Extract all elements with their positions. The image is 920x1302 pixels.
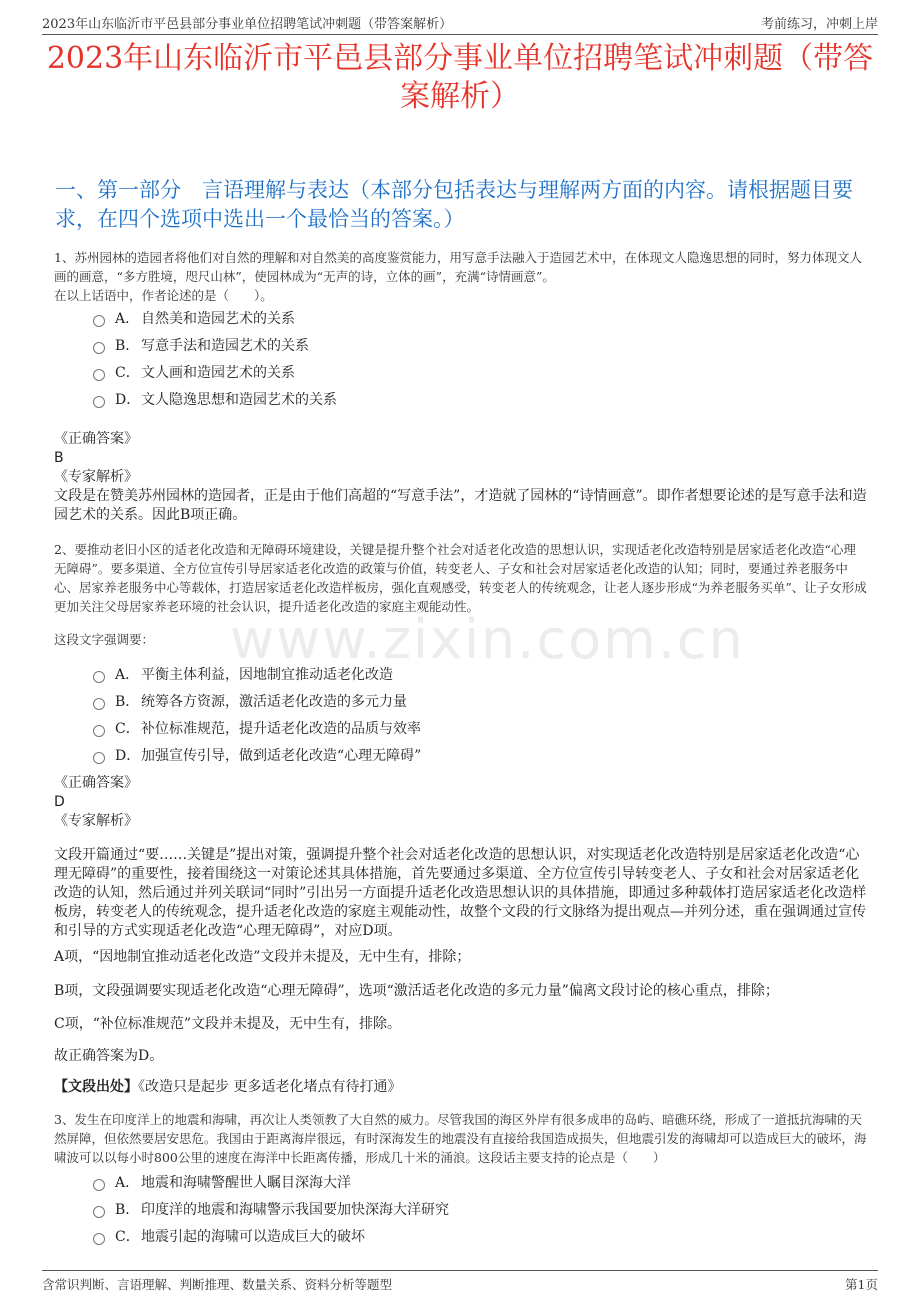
radio-icon[interactable]	[93, 1233, 105, 1245]
option-label: A．	[115, 666, 140, 683]
radio-icon[interactable]	[93, 342, 105, 354]
option-text: 平衡主体利益，因地制宜推动适老化改造	[141, 666, 393, 683]
option-label: A．	[115, 310, 140, 327]
q2-option-c-note: C项，“补位标准规范”文段并未提及，无中生有，排除。	[54, 1016, 402, 1032]
option-label: B．	[115, 337, 140, 354]
option-text: 统筹各方资源，激活适老化改造的多元力量	[141, 693, 407, 710]
q3-option-c[interactable]	[93, 1222, 449, 1249]
radio-icon[interactable]	[93, 315, 105, 327]
page-number: 第1页	[845, 1277, 878, 1292]
section-heading: 一、第一部分 言语理解与表达（本部分包括表达与理解两方面的内容。请根据题目要求，在四个选项中选出一个最恰当的答案。）	[55, 178, 853, 231]
q2-options	[93, 660, 421, 768]
q3-stem: 3、发生在印度洋上的地震和海啸，再次让人类领教了大自然的威力。尽管我国的海区外岸有很多成串的岛屿、暗礁环绕，形成了一道抵抗海啸的天然屏障，但依然要居安思危。我国由于距离海岸很远，有时深海发生的地震没有直接给我国造成损失，但地震引发的海啸却可以造成巨大的破坏，海啸波可以以每小时800公里的速度在海洋中长距离传播，形成几十米的涌浪。这段话主要支持的论点是（ ）	[54, 1112, 867, 1165]
option-label: D．	[115, 747, 141, 764]
q3-options	[93, 1168, 449, 1249]
option-label: C．	[115, 720, 140, 737]
radio-icon[interactable]	[93, 1206, 105, 1218]
q1-option-c[interactable]	[93, 358, 337, 385]
option-text: 地震和海啸警醒世人瞩目深海大洋	[141, 1174, 351, 1191]
watermark: www.zixin.com.cn	[230, 608, 745, 671]
option-text: 地震引起的海啸可以造成巨大的破坏	[141, 1228, 365, 1245]
option-label: B．	[115, 693, 140, 710]
option-text: 补位标准规范，提升适老化改造的品质与效率	[141, 720, 421, 737]
page-footer	[42, 1270, 878, 1293]
source-text: 《改造只是起步 更多适老化堵点有待打通》	[138, 1079, 402, 1095]
q2-option-c[interactable]	[93, 714, 421, 741]
page-header	[42, 10, 878, 35]
q2-option-b[interactable]	[93, 687, 421, 714]
option-label: A．	[115, 1174, 140, 1191]
radio-icon[interactable]	[93, 1179, 105, 1191]
radio-icon[interactable]	[93, 752, 105, 764]
q1-option-b[interactable]	[93, 331, 337, 358]
q2-stem-text: 2、要推动老旧小区的适老化改造和无障碍环境建设，关键是提升整个社会对适老化改造的思想认识，实现适老化改造特别是居家适老化改造“心理无障碍”。要多渠道、全方位宣传引导居家适老化改造的政策与价值，转变老人、子女和社会对居家适老化改造的认知；同时，要通过养老服务中心、居家养老服务中心等载体，打造居家适老化改造样板房，强化直观感受，转变老人的传统观念，让老人逐步形成“为养老服务买单”、让子女形成更加关注父母居家养老环境的社会认识，提升适老化改造的家庭主观能动性。	[54, 542, 867, 614]
analysis-text: 文段是在赞美苏州园林的造园者，正是由于他们高超的“写意手法”，才造就了园林的“诗情画意”。即作者想要论述的是写意手法和造园艺术的关系。因此B项正确。	[54, 488, 867, 523]
radio-icon[interactable]	[93, 396, 105, 408]
q2-option-b-note: B项，文段强调要实现适老化改造“心理无障碍”，选项“激活适老化改造的多元力量”偏离文段讨论的核心重点，排除；	[54, 983, 779, 999]
option-text: 加强宣传引导，做到适老化改造“心理无障碍”	[141, 747, 422, 764]
q3-option-a[interactable]	[93, 1168, 449, 1195]
radio-icon[interactable]	[93, 725, 105, 737]
q2-stem	[54, 540, 868, 616]
answer-tag: 《正确答案》	[54, 431, 138, 447]
answer-value: D	[54, 794, 65, 810]
option-label: C．	[115, 364, 140, 381]
analysis-tag: 《专家解析》	[54, 813, 138, 829]
q1-option-d[interactable]	[93, 385, 337, 412]
q1-stem-text: 1、苏州园林的造园者将他们对自然的理解和对自然美的高度鉴赏能力，用写意手法融入于造园艺术中，在体现文人隐逸思想的同时，努力体现文人画的画意，“多方胜境，咫尺山林”，使园林成为“无声的诗，立体的画”，充满“诗情画意”。	[54, 250, 862, 284]
header-slogan: 考前练习，冲刺上岸	[760, 17, 878, 32]
answer-tag: 《正确答案》	[54, 775, 138, 791]
option-label: B．	[115, 1201, 140, 1218]
q2-ask: 这段文字强调要：	[54, 632, 155, 647]
q1-ask: 在以上话语中，作者论述的是（ ）。	[54, 288, 273, 303]
q1-answer-block	[54, 430, 868, 525]
q1-options	[93, 304, 337, 412]
footer-note: 含常识判断、言语理解、判断推理、数量关系、资料分析等题型	[42, 1277, 393, 1292]
radio-icon[interactable]	[93, 369, 105, 381]
option-label: C．	[115, 1228, 140, 1245]
q2-conclusion: 故正确答案为D。	[54, 1048, 164, 1064]
q2-analysis-text: 文段开篇通过“要……关键是”提出对策，强调提升整个社会对适老化改造的思想认识，对实现适老化改造特别是居家适老化改造“心理无障碍”的重要性，接着围绕这一对策论述其具体措施，首先要通过多渠道、全方位宣传引导转变老人、子女和社会对居家适老化改造的认知，然后通过并列关联词“同时”引出另一方面提升适老化改造思想认识的具体措施，即通过多种载体打造居家适老化改造样板房，转变老人的传统观念，提升适老化改造的家庭主观能动性，故整个文段的行文脉络为提出观点—并列分述，重在强调通过宣传和引导的方式实现适老化改造“心理无障碍”，对应D项。	[54, 847, 867, 939]
header-title: 2023年山东临沂市平邑县部分事业单位招聘笔试冲刺题（带答案解析）	[42, 17, 453, 32]
analysis-tag: 《专家解析》	[54, 469, 138, 485]
option-text: 写意手法和造园艺术的关系	[141, 337, 309, 354]
option-text: 文人隐逸思想和造园艺术的关系	[141, 391, 337, 408]
option-text: 文人画和造园艺术的关系	[141, 364, 295, 381]
radio-icon[interactable]	[93, 671, 105, 683]
q2-source	[54, 1078, 868, 1097]
q1-option-a[interactable]	[93, 304, 337, 331]
q2-answer-block	[54, 774, 868, 831]
option-text: 印度洋的地震和海啸警示我国要加快深海大洋研究	[141, 1201, 449, 1218]
q2-option-d[interactable]	[93, 741, 421, 768]
q2-option-a[interactable]	[93, 660, 421, 687]
option-label: D．	[115, 391, 141, 408]
source-tag: 【文段出处】	[54, 1079, 138, 1095]
answer-value: B	[54, 450, 64, 466]
document-title: 2023年山东临沂市平邑县部分事业单位招聘笔试冲刺题（带答案解析）	[46, 41, 874, 114]
option-text: 自然美和造园艺术的关系	[141, 310, 295, 327]
radio-icon[interactable]	[93, 698, 105, 710]
q1-stem	[54, 248, 868, 305]
q3-option-b[interactable]	[93, 1195, 449, 1222]
q2-option-a-note: A项，“因地制宜推动适老化改造”文段并未提及，无中生有，排除；	[54, 949, 471, 965]
